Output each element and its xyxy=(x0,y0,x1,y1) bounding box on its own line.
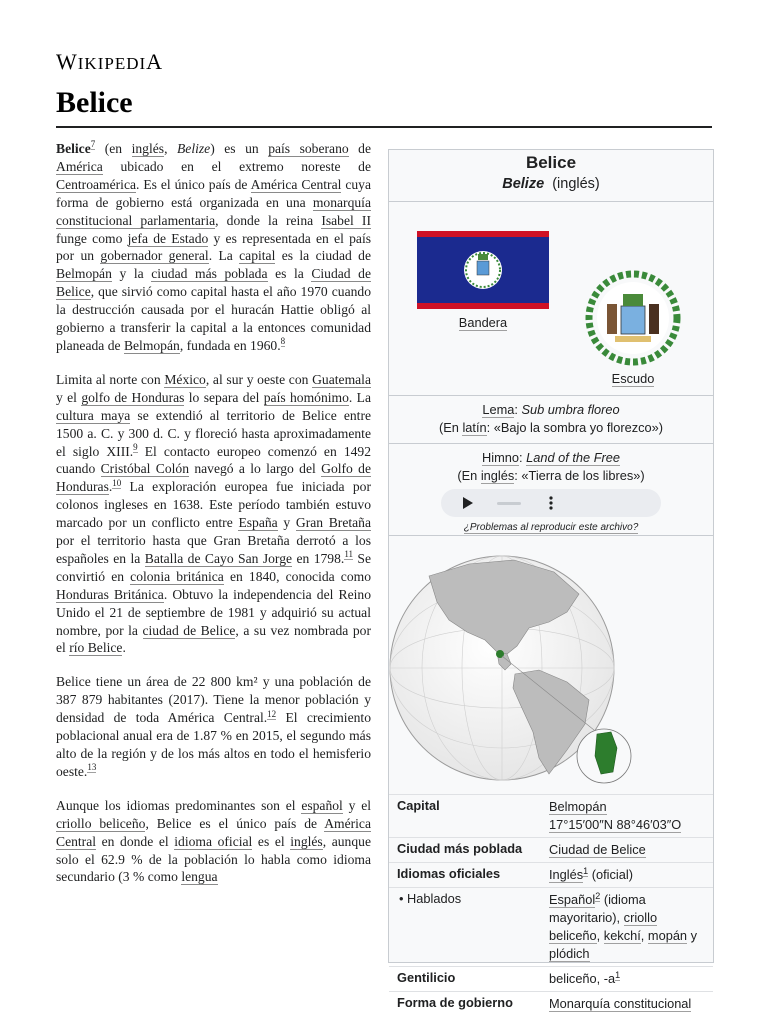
motto-lang-link[interactable]: latín xyxy=(462,420,487,435)
text-run: . xyxy=(122,640,126,656)
language-link[interactable]: plódich xyxy=(549,946,590,961)
audio-player xyxy=(441,489,661,517)
paragraph xyxy=(56,140,371,355)
text-run: Belice tiene un área de 22 800 km² y una población de 387 879 habitantes (2017). Tiene la menor población y densidad de toda América Central. xyxy=(56,674,371,726)
flag-shield xyxy=(477,261,489,275)
page-title: Belice xyxy=(56,86,133,119)
coat-link[interactable]: Escudo xyxy=(611,371,655,386)
text-run: funge como xyxy=(56,230,128,246)
motto-section xyxy=(389,395,713,443)
value-line xyxy=(549,995,707,1013)
text-run: El contacto europeo comenzó en 1492 cuando xyxy=(56,443,372,477)
text-run: , que sirvió como capital hasta el año 1970 cuando la destrucción causada por el huracán Hattie obligó al gobierno a transferir la capital a la entonces comunidad planeada de xyxy=(56,284,371,353)
reference-link[interactable]: 12 xyxy=(267,708,277,719)
text-run: Limita al norte con xyxy=(56,371,165,387)
article-link[interactable]: Golfo de Honduras xyxy=(56,461,371,495)
article-link[interactable]: Honduras Británica xyxy=(56,586,164,602)
flag-image[interactable] xyxy=(417,231,549,309)
anthem-lang-link[interactable]: inglés xyxy=(480,468,515,483)
infobox-row-value xyxy=(541,888,713,966)
infobox-row-value xyxy=(541,795,713,837)
infobox-row-value xyxy=(541,863,713,887)
language-link[interactable]: kekchí xyxy=(603,928,641,943)
infobox-row-label: Forma de gobierno xyxy=(397,995,513,1010)
infobox-row-label: Gentilicio xyxy=(397,970,456,985)
title-divider xyxy=(56,126,712,128)
reference-link[interactable]: 2 xyxy=(595,890,601,901)
motto-text: Sub umbra floreo xyxy=(521,402,620,417)
article-link[interactable]: español xyxy=(301,797,343,813)
text-run: y el xyxy=(342,797,371,813)
flag-caption[interactable] xyxy=(417,315,549,330)
infobox-row xyxy=(389,966,713,991)
value-text: , xyxy=(640,928,648,943)
anthem-trans-text: : «Tierra de los libres») xyxy=(514,468,645,483)
article-link[interactable]: ciudad de Belice xyxy=(142,622,236,638)
infobox-row xyxy=(389,991,713,1016)
text-run: , donde la reina xyxy=(215,212,322,228)
article-link[interactable]: Batalla de Cayo San Jorge xyxy=(144,550,293,566)
text-run: . La xyxy=(348,389,371,405)
value-link[interactable]: 17°15′00″N 88°46′03″O xyxy=(549,817,682,832)
reference-link[interactable]: 8 xyxy=(280,336,286,347)
text-run: y el xyxy=(56,389,82,405)
article-link[interactable]: Cristóbal Colón xyxy=(100,461,189,477)
anthem-link[interactable]: Land of the Free xyxy=(526,450,621,465)
coat-supporter-right xyxy=(649,304,659,334)
article-link[interactable]: idioma oficial xyxy=(174,833,253,849)
infobox-subtitle xyxy=(389,176,713,192)
wikipedia-logo[interactable] xyxy=(56,49,163,75)
more-options-icon[interactable] xyxy=(549,496,553,510)
infobox-row xyxy=(389,887,713,966)
value-link[interactable]: Ciudad de Belice xyxy=(549,842,646,857)
text-run: es el xyxy=(252,833,291,849)
coat-motto-scroll xyxy=(615,336,651,342)
flag-tree xyxy=(478,254,488,260)
logo-letter-w: W xyxy=(56,49,78,74)
text-run: es la xyxy=(267,266,312,282)
text-run: navegó a lo largo del xyxy=(189,461,322,477)
reference-link[interactable]: 7 xyxy=(90,139,96,150)
article-link[interactable]: jefa de Estado xyxy=(127,230,209,246)
reference-link[interactable]: 1 xyxy=(615,969,621,980)
anthem-trans-prefix: (En xyxy=(457,468,481,483)
location-map[interactable] xyxy=(389,536,713,794)
text-run: . xyxy=(108,479,113,495)
reference-link[interactable]: 9 xyxy=(133,441,138,452)
reference-link[interactable]: 11 xyxy=(344,549,353,560)
infobox-row-value xyxy=(541,992,713,1016)
article-link[interactable]: inglés xyxy=(131,141,165,156)
infobox-row-value xyxy=(541,838,713,862)
text-run: ) es un xyxy=(210,141,269,156)
text-run: lo separa del xyxy=(184,389,264,405)
text-run: Aunque los idiomas predominantes son el xyxy=(56,797,302,813)
value-text: (oficial) xyxy=(588,867,633,882)
article-link[interactable]: país homónimo xyxy=(263,389,349,405)
value-text: y xyxy=(687,928,698,943)
value-link[interactable]: Belmopán xyxy=(549,799,607,814)
article-link[interactable]: criollo beliceño xyxy=(56,815,146,831)
anthem-section xyxy=(389,443,713,535)
infobox-row-label: Ciudad más poblada xyxy=(397,841,523,856)
article-link[interactable]: inglés xyxy=(290,833,323,849)
article-link[interactable]: colonia británica xyxy=(130,568,224,584)
infobox-data-rows xyxy=(389,794,713,1016)
value-line xyxy=(549,798,707,816)
text-run: y la xyxy=(111,266,152,282)
value-link[interactable]: Inglés xyxy=(549,867,584,882)
infobox-row-label: Capital xyxy=(397,798,440,813)
article-body xyxy=(56,140,371,902)
article-link[interactable]: Ciudad de Belice xyxy=(56,266,371,300)
infobox-row xyxy=(389,794,713,837)
infobox-row-value xyxy=(541,967,713,991)
text-run: ubicado en el extremo noreste de xyxy=(102,158,371,174)
motto-label-link[interactable]: Lema xyxy=(482,402,515,417)
article-link[interactable]: capital xyxy=(239,248,276,264)
value-text: , xyxy=(596,928,604,943)
anthem-label-link[interactable]: Himno xyxy=(481,450,519,465)
article-link[interactable]: cultura maya xyxy=(56,407,131,423)
infobox xyxy=(388,149,714,1011)
native-name: Belize xyxy=(502,176,545,192)
value-text: beliceño, -a xyxy=(549,971,616,986)
italic-text: Belize xyxy=(177,141,211,156)
coat-caption[interactable] xyxy=(581,371,685,386)
logo-letter-a: A xyxy=(146,49,164,74)
article-link[interactable]: Belmopán xyxy=(123,337,180,353)
paragraph xyxy=(56,673,371,780)
article-link[interactable]: golfo de Honduras xyxy=(81,389,185,405)
text-run: . Es el único país de xyxy=(136,176,251,192)
anthem-translation xyxy=(393,467,709,485)
coat-tree xyxy=(623,294,643,306)
paragraph xyxy=(56,797,371,887)
article-link[interactable]: gobernador general xyxy=(100,248,209,264)
article-link[interactable]: Isabel II xyxy=(321,212,371,228)
text-run: . La xyxy=(208,248,240,264)
motto-line: Lema: Sub umbra floreo xyxy=(482,402,620,417)
text-run: cuya forma de gobierno está organizada en una xyxy=(56,176,371,210)
article-subject: Belice xyxy=(56,141,91,156)
infobox-row xyxy=(389,862,713,887)
motto-trans-prefix: (En xyxy=(438,420,463,435)
article-link[interactable]: México xyxy=(164,371,206,387)
coat-shield xyxy=(621,306,645,334)
reference-link[interactable]: 13 xyxy=(87,762,97,773)
text-run: se extendió al territorio de Belice entre 1500 a. C. y 300 d. C. y floreció hasta aproximadamente el siglo XIII. xyxy=(56,407,372,459)
text-run: y xyxy=(277,515,296,531)
text-run: en 1798. xyxy=(292,550,345,566)
native-lang: (inglés) xyxy=(552,176,600,192)
text-run: es la ciudad de xyxy=(275,248,371,264)
paragraph xyxy=(56,371,371,658)
text-run: y es representada en el país por un xyxy=(56,230,372,264)
text-run: La exploración europea fue iniciada por colonos ingleses en 1638. Este período también estuvo marcado por un conflicto entre xyxy=(56,479,371,531)
article-link[interactable]: país soberano xyxy=(268,141,349,156)
text-run: , Belice es el único país de xyxy=(145,815,325,831)
text-run: , xyxy=(164,141,177,156)
value-line xyxy=(549,841,707,859)
article-link[interactable]: Centroamérica xyxy=(56,176,137,192)
language-link[interactable]: mopán xyxy=(647,928,688,943)
motto-trans-text: : «Bajo la sombra yo florezco») xyxy=(486,420,664,435)
reference-link[interactable]: 10 xyxy=(112,477,122,488)
language-link[interactable]: Español xyxy=(549,892,596,907)
text-run: , fundada en 1960. xyxy=(179,337,281,353)
audio-help-link[interactable]: ¿Problemas al reproducir este archivo? xyxy=(463,522,639,533)
text-run: en 1840, conocida como xyxy=(223,568,371,584)
language-link[interactable]: criollo beliceño xyxy=(549,910,658,943)
text-run: , a su vez nombrada por el xyxy=(56,622,371,656)
symbols-section xyxy=(389,201,713,386)
article-link[interactable]: ciudad más poblada xyxy=(151,266,268,282)
text-run: , al sur y oeste con xyxy=(205,371,313,387)
text-run: (en xyxy=(95,141,132,156)
article-link[interactable]: España xyxy=(238,515,278,531)
article-link[interactable]: Gran Bretaña xyxy=(295,515,372,531)
motto-translation xyxy=(393,419,709,437)
reference-link[interactable]: 1 xyxy=(583,865,589,876)
infobox-row-label: Idiomas oficiales xyxy=(397,866,501,881)
text-run: , aunque solo el 62.9 % de la población lo habla como idioma secundario (3 % como xyxy=(56,833,371,885)
coat-supporter-left xyxy=(607,304,617,334)
text-run: de xyxy=(348,141,372,156)
text-run: Se convirtió en xyxy=(56,550,371,584)
article-link[interactable]: Guatemala xyxy=(312,371,371,387)
text-run: en donde el xyxy=(96,833,175,849)
text-run: . Obtuvo la independencia del Reino Unido el 21 de septiembre de 1981 y adquirió su actual nombre, por la xyxy=(56,586,371,638)
value-line xyxy=(549,816,707,834)
play-icon[interactable] xyxy=(463,497,473,509)
logo-letters: IKIPEDI xyxy=(77,54,147,73)
article-link[interactable]: lengua xyxy=(181,869,218,885)
infobox-header xyxy=(389,150,713,192)
article-link[interactable]: América Central xyxy=(56,815,371,849)
flag-link[interactable]: Bandera xyxy=(458,315,508,330)
article-link[interactable]: Belmopán xyxy=(56,266,112,282)
article-link[interactable]: América xyxy=(56,158,103,174)
map-section xyxy=(389,535,713,794)
coat-of-arms-image[interactable] xyxy=(581,272,685,364)
value-link[interactable]: Monarquía constitucional xyxy=(549,996,692,1011)
audio-progress-track[interactable] xyxy=(497,502,521,505)
value-text: (idioma mayoritario), xyxy=(549,892,646,925)
text-run: por el territorio hasta que Gran Bretaña derrotó a los españoles en la xyxy=(56,533,371,566)
infobox-title: Belice xyxy=(525,153,577,172)
text-run: El crecimiento poblacional anual era de 1.87 % en 2015, el segundo más alto de la región y de los más altos en todo el hemisferio oeste. xyxy=(56,710,371,779)
infobox-row-label: • Hablados xyxy=(399,891,462,906)
article-link[interactable]: monarquía constitucional parlamentaria xyxy=(56,194,371,228)
article-link[interactable]: América Central xyxy=(250,176,342,192)
infobox-row xyxy=(389,837,713,862)
anthem-line: Himno: Land of the Free xyxy=(481,450,621,465)
article-link[interactable]: río Belice xyxy=(69,640,123,656)
